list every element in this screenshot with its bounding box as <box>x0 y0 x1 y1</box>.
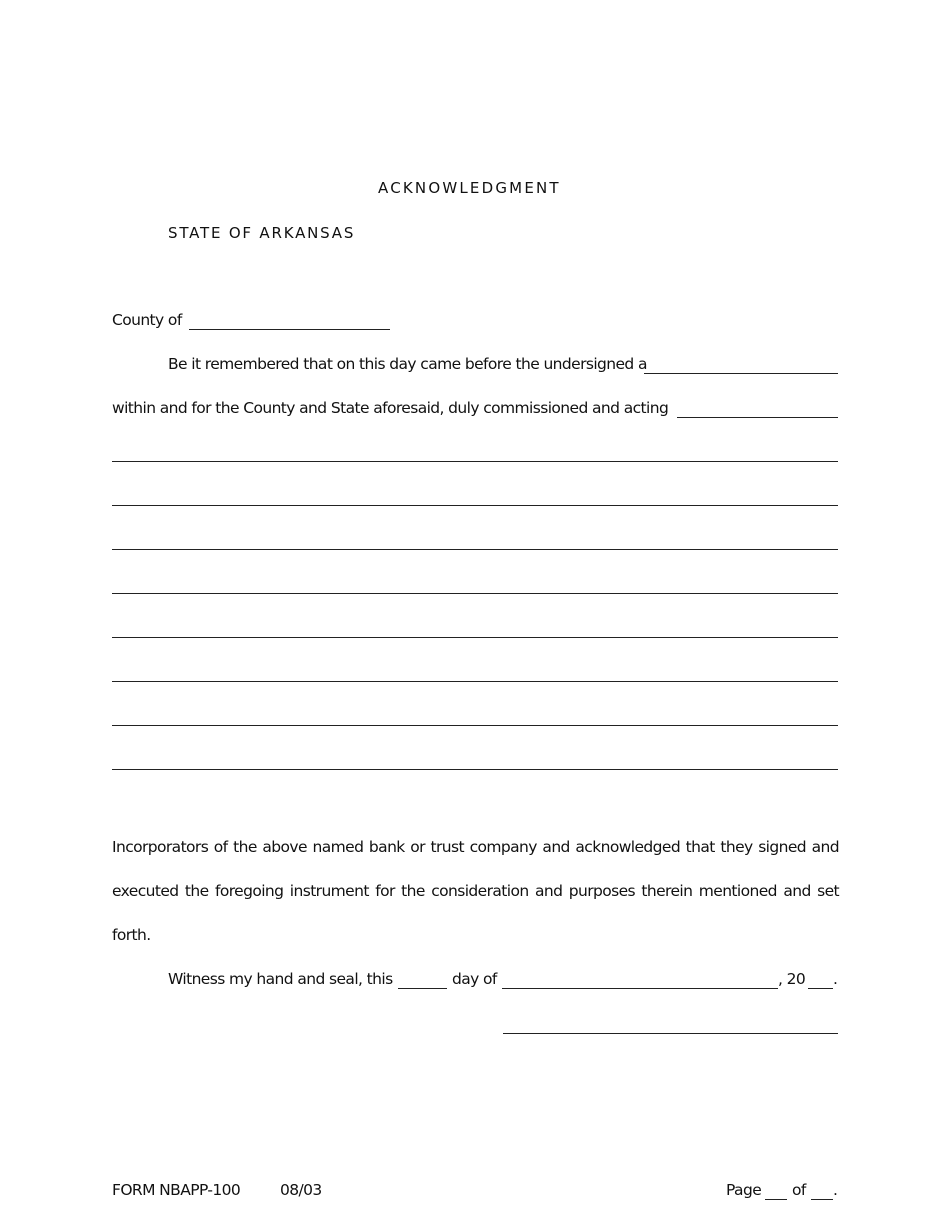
form-date: 08/03 <box>280 1181 322 1199</box>
blank-line-2[interactable] <box>112 505 838 506</box>
witness-period: . <box>833 970 838 988</box>
document-title: ACKNOWLEDGMENT <box>378 179 561 197</box>
witness-text: Witness my hand and seal, this <box>168 970 393 988</box>
page-total-blank[interactable] <box>811 1199 833 1200</box>
page-number-blank[interactable] <box>765 1199 787 1200</box>
blank-line-6[interactable] <box>112 681 838 682</box>
paragraph1-line1: Be it remembered that on this day came before the undersigned a <box>168 355 647 373</box>
officer-title-blank[interactable] <box>644 373 838 374</box>
blank-line-4[interactable] <box>112 593 838 594</box>
page-label: Page <box>726 1181 762 1199</box>
county-blank[interactable] <box>189 329 390 330</box>
witness-day-blank[interactable] <box>398 988 447 989</box>
state-heading: STATE OF ARKANSAS <box>168 224 356 242</box>
blank-line-3[interactable] <box>112 549 838 550</box>
page-of-label: of <box>792 1181 806 1199</box>
blank-line-1[interactable] <box>112 461 838 462</box>
blank-line-5[interactable] <box>112 637 838 638</box>
paragraph2-line1: Incorporators of the above named bank or trust company and acknowledged that they signed and <box>112 838 839 856</box>
acting-blank[interactable] <box>677 417 838 418</box>
witness-day-of: day of <box>452 970 497 988</box>
witness-year-blank[interactable] <box>808 988 833 989</box>
page-period: . <box>833 1181 838 1199</box>
signature-line[interactable] <box>503 1033 838 1034</box>
blank-line-7[interactable] <box>112 725 838 726</box>
witness-month-blank[interactable] <box>502 988 778 989</box>
form-id: FORM NBAPP-100 <box>112 1181 241 1199</box>
blank-line-8[interactable] <box>112 769 838 770</box>
witness-year-prefix: , 20 <box>778 970 806 988</box>
county-label: County of <box>112 311 182 329</box>
paragraph2-line3: forth. <box>112 926 151 944</box>
paragraph1-line2: within and for the County and State aforesaid, duly commissioned and acting <box>112 399 669 417</box>
paragraph2-line2: executed the foregoing instrument for the consideration and purposes therein mentioned and set <box>112 882 839 900</box>
